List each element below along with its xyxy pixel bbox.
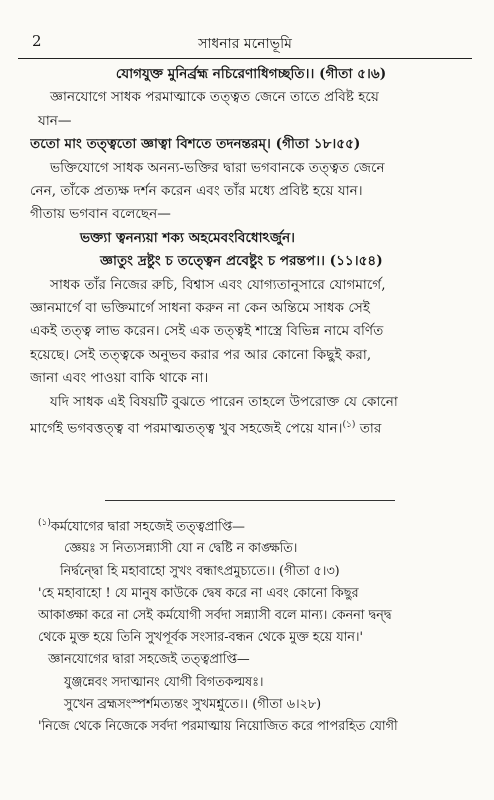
running-title: সাধনার মনোভূমি — [198, 36, 292, 52]
footnote-marker: (১) — [38, 518, 51, 528]
footnote-line: 'হে মহাবাহো ! যে মানুষ কাউকে দ্বেষ করে না এবং কোনো কিছুর — [38, 585, 359, 601]
footnote-text: কর্মযোগের দ্বারা সহজেই তত্ত্বপ্রাপ্তি— — [50, 519, 245, 535]
paragraph-line: জ্ঞানযোগে সাধক পরমাত্মাকে তত্ত্বত জেনে তাতে প্রবিষ্ট হয়ে — [50, 89, 379, 106]
footnote-line: আকাঙ্ক্ষা করে না সেই কর্মযোগী সর্বদা সন্ন্যাসী বলে মান্য। কেননা দ্বন্দ্ব — [38, 608, 392, 624]
paragraph-line: গীতায় ভগবান বলেছেন— — [30, 206, 171, 223]
verse-line: যোগযুক্ত মুনির্ব্রহ্ম নচিরেণাধিগচ্ছতি।। (গীতা ৫।৬) — [115, 66, 387, 82]
paragraph-text: মার্গেই ভগবত্তত্ত্ব বা পরমাত্মতত্ত্ব খুব সহজেই পেয়ে যান। — [30, 420, 343, 437]
paragraph-line — [30, 414, 472, 441]
paragraph-line: ভক্তিযোগে সাধক অনন্য-ভক্তির দ্বারা ভগবানকে তত্ত্বত জেনে — [50, 159, 385, 176]
footnote-verse: নির্দ্বন্দ্বো হি মহাবাহো সুখং বন্ধাৎপ্রমুচ্যতে।। (গীতা ৫।৩) — [60, 563, 340, 579]
paragraph-line: জ্ঞানমার্গে বা ভক্তিমার্গে সাধনা করুন না কেন অন্তিমে সাধক সেই — [30, 300, 370, 317]
footnote-line — [38, 512, 476, 538]
footnote-verse: সুখেন ব্রহ্মসংস্পর্শমত্যন্তং সুখমশ্নুতে।। (গীতা ৬।২৮) — [64, 696, 322, 712]
footnote-verse: যুঞ্জন্নেবং সদাত্মানং যোগী বিগতকল্মষঃ। — [64, 674, 264, 690]
paragraph-line: একই তত্ত্ব লাভ করেন। সেই এক তত্ত্বই শাস্ত্রে বিভিন্ন নামে বর্ণিত — [30, 323, 384, 340]
paragraph-line: হয়েছে। সেই তত্ত্বকে অনুভব করার পর আর কোনো কিছুই করা, — [30, 346, 372, 363]
page-header — [18, 30, 472, 56]
footnote-line: জ্ঞানযোগের দ্বারা সহজেই তত্ত্বপ্রাপ্তি— — [48, 652, 250, 668]
main-text — [30, 63, 472, 441]
verse-line: জ্ঞাতুং দ্রষ্টুং চ তত্ত্বেন প্রবেষ্টুং চ পরন্তপ।। (১১।৫৪) — [100, 253, 383, 270]
footnote-line: 'নিজে থেকে নিজেকে সর্বদা পরমাত্মায় নিয়োজিত করে পাপরহিত যোগী — [38, 719, 398, 735]
verse-line: ততো মাং তত্ত্বতো জ্ঞাত্বা বিশতে তদনন্তরম্। (গীতা ১৮।৫৫) — [30, 136, 361, 153]
page-number: 2 — [32, 32, 42, 50]
header-divider — [18, 58, 472, 59]
paragraph-line: যান— — [38, 112, 72, 129]
paragraph-text: তার — [359, 420, 382, 437]
paragraph-line: নেন, তাঁকে প্রত্যক্ষ দর্শন করেন এবং তাঁর মধ্যে প্রবিষ্ট হয়ে যান। — [30, 183, 363, 200]
paragraph-line: যদি সাধক এই বিষয়টি বুঝতে পারেন তাহলে উপরোক্ত যে কোনো — [50, 393, 398, 410]
footnote-marker: (১) — [342, 420, 356, 431]
verse-line: ভক্ত্যা ত্বনন্যয়া শক্য অহমেবংবিধোঽর্জুন। — [80, 229, 296, 246]
paragraph-line: জানা এবং পাওয়া বাকি থাকে না। — [30, 370, 209, 387]
footnotes — [38, 512, 476, 738]
footnote-verse: জ্ঞেয়ঃ স নিত্যসন্ন্যাসী যো ন দ্বেষ্টি ন কাঙ্ক্ষতি। — [64, 541, 298, 557]
footnote-divider — [105, 500, 395, 501]
footnote-line: থেকে মুক্ত হয়ে তিনি সুখপূর্বক সংসার-বন্ধন থেকে মুক্ত হয়ে যান।' — [38, 630, 364, 646]
paragraph-line: সাধক তাঁর নিজের রুচি, বিশ্বাস এবং যোগ্যতানুসারে যোগমার্গে, — [50, 276, 386, 293]
